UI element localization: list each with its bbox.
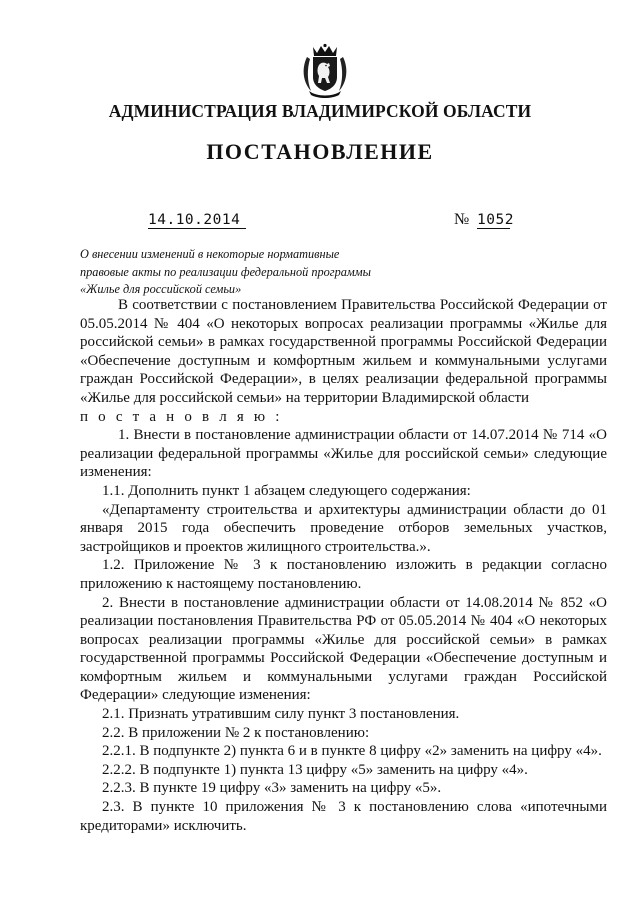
coat-of-arms-icon	[299, 43, 351, 99]
document-number: 1052	[477, 212, 514, 228]
subject-line: правовые акты по реализации федеральной программы	[80, 264, 371, 279]
subject-line: О внесении изменений в некоторые нормативные	[80, 247, 340, 261]
preamble-paragraph: В соответствии с постановлением Правительства Российской Федерации от 05.05.2014 № 404 «О некоторых вопросах реализации программы «Жилье для российской семьи» в рамках государственной программы Российской Федерации «Обеспечение доступным и комфортным жильем и коммунальными услугами граждан Российской Федерации», в целях реализации федеральной программы «Жилье для российской семьи» на территории Владимирской области	[80, 297, 607, 406]
document-date: 14.10.2014	[148, 212, 246, 229]
document-subject	[80, 246, 410, 299]
paragraph-2-1: 2.1. Признать утратившим силу пункт 3 постановления.	[102, 706, 460, 723]
paragraph-2-3: 2.3. В пункте 10 приложения № 3 к постановлению слова «ипотечными кредиторами» исключить.	[80, 799, 607, 834]
paragraph-1-1-quote: «Департаменту строительства и архитектуры администрации области до 01 января 2015 года обеспечить проведение отборов земельных участков, застройщиков и проектов жилищного строительства.».	[80, 501, 607, 555]
document-body	[80, 296, 607, 835]
paragraph-1: 1. Внести в постановление администрации области от 14.07.2014 № 714 «О реализации федеральной программы «Жилье для российской семьи» следующие изменения:	[80, 427, 607, 481]
paragraph-2-2: 2.2. В приложении № 2 к постановлению:	[102, 724, 370, 741]
paragraph-1-1: 1.1. Дополнить пункт 1 абзацем следующего содержания:	[102, 482, 471, 499]
document-type-title: ПОСТАНОВЛЕНИЕ	[206, 139, 434, 164]
paragraph-1-2: 1.2. Приложение № 3 к постановлению изложить в редакции согласно приложению к настоящему постановлению.	[80, 557, 607, 592]
paragraph-2-2-3: 2.2.3. В пункте 19 цифру «3» заменить на цифру «5».	[102, 780, 442, 797]
decree-word: п о с т а н о в л я ю :	[80, 408, 283, 425]
paragraph-2-2-1: 2.2.1. В подпункте 2) пункта 6 и в пункте 8 цифру «2» заменить на цифру «4».	[102, 743, 602, 760]
organization-title: АДМИНИСТРАЦИЯ ВЛАДИМИРСКОЙ ОБЛАСТИ	[108, 101, 532, 121]
number-sign: №	[454, 211, 470, 228]
paragraph-2: 2. Внести в постановление администрации области от 14.08.2014 № 852 «О реализации постановления Правительства РФ от 05.05.2014 № 404 «О некоторых вопросах реализации программы «Жилье для российской семьи» в рамках государственной программы Российской Федерации «Обеспечение доступным и комфортным жильем и коммунальными услугами граждан Российской Федерации» следующие изменения:	[80, 594, 607, 704]
subject-line: «Жилье для российской семьи»	[80, 282, 242, 296]
paragraph-2-2-2: 2.2.2. В подпункте 1) пункта 13 цифру «5» заменить на цифру «4».	[102, 761, 528, 778]
